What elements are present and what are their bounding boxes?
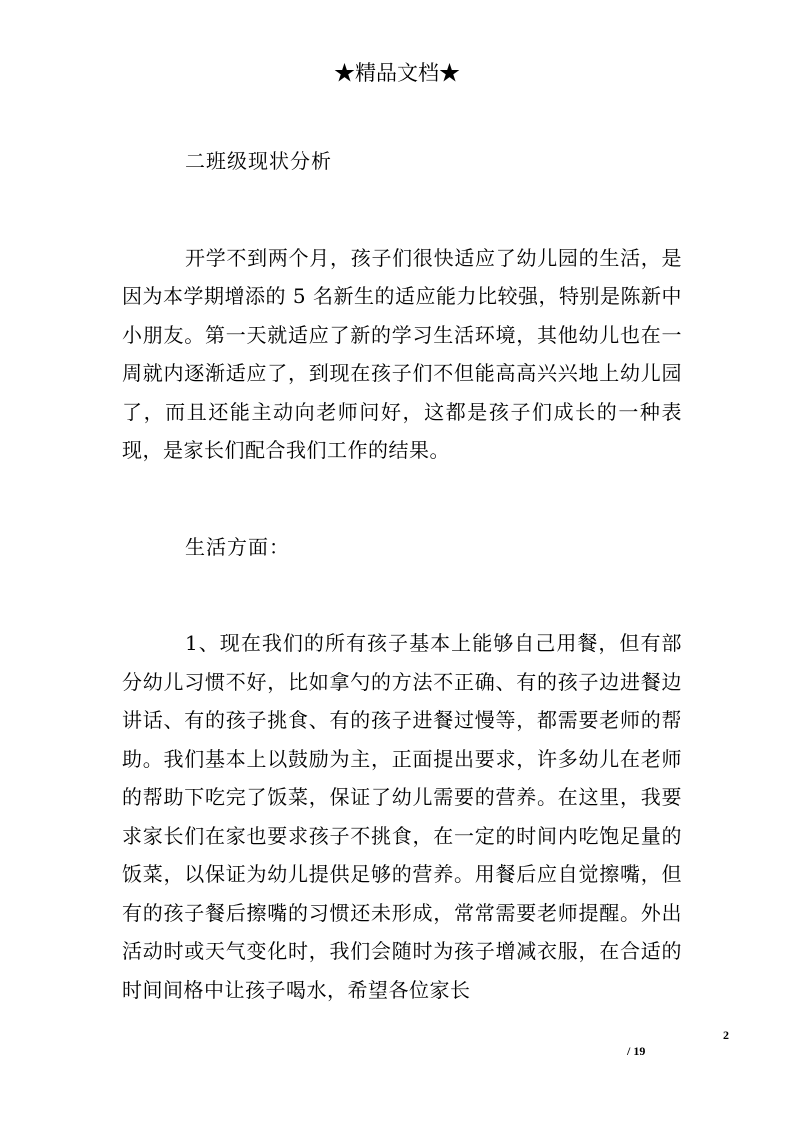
- page-number: 2: [723, 1028, 729, 1042]
- document-body: [122, 142, 682, 1009]
- life-section-heading: 生活方面：: [185, 534, 290, 559]
- spacer: [122, 566, 682, 624]
- spacer: [122, 181, 682, 239]
- page-total: / 19: [627, 1044, 646, 1058]
- section-title: 二班级现状分析: [185, 149, 332, 173]
- spacer: [122, 470, 682, 528]
- document-header-title: ★精品文档★: [334, 61, 460, 85]
- life-item-1-paragraph: 1、现在我们的所有孩子基本上能够自己用餐，但有部分幼儿习惯不好，比如拿勺的方法不正确、有的孩子边进餐边讲话、有的孩子挑食、有的孩子进餐过慢等，都需要老师的帮助。我们基本上以鼓励为主，正面提出要求，许多幼儿在老师的帮助下吃完了饭菜，保证了幼儿需要的营养。在这里，我要求家长们在家也要求孩子不挑食，在一定的时间内吃饱足量的饭菜，以保证为幼儿提供足够的营养。用餐后应自觉擦嘴，但有的孩子餐后擦嘴的习惯还未形成，常常需要老师提醒。外出活动时或天气变化时，我们会随时为孩子增减衣服，在合适的时间间格中让孩子喝水，希望各位家长: [122, 631, 682, 1002]
- intro-paragraph: 开学不到两个月，孩子们很快适应了幼儿园的生活，是因为本学期增添的 5 名新生的适应能力比较强，特别是陈新中小朋友。第一天就适应了新的学习生活环境，其他幼儿也在一周就内逐渐适应了，到现在孩子们不但能高高兴兴地上幼儿园了，而且还能主动向老师问好，这都是孩子们成长的一种表现，是家长们配合我们工作的结果。: [122, 245, 682, 462]
